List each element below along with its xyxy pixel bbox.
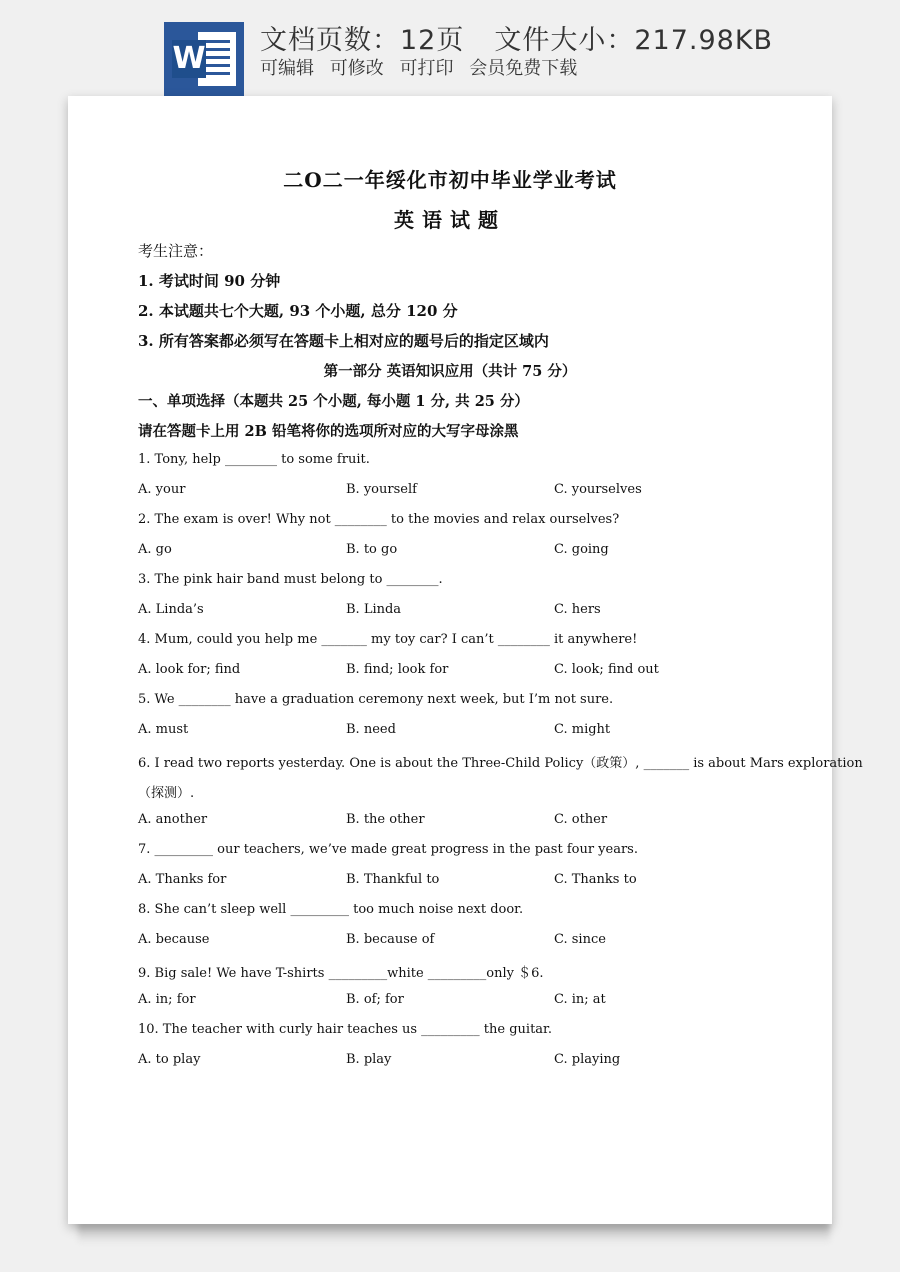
feature-printable: 可打印 <box>399 58 454 79</box>
option-a: A. must <box>138 722 189 737</box>
option-c: C. going <box>554 542 609 557</box>
option-c: C. hers <box>554 602 601 617</box>
paper-shadow <box>78 1222 830 1244</box>
option-c: C. might <box>554 722 611 737</box>
question-text: 8. She can’t sleep well _________ too much noise next door. <box>138 902 524 917</box>
question-text: 6. I read two reports yesterday. One is about the Three-Child Policy（政策）, _______ is about Mars exploration <box>138 756 863 771</box>
document-info-header <box>0 0 900 96</box>
option-b: B. find; look for <box>346 662 449 677</box>
option-b: B. play <box>346 1052 392 1067</box>
option-a: A. Thanks for <box>138 872 227 887</box>
option-b: B. to go <box>346 542 398 557</box>
notice-item: 1. 考试时间 90 分钟 <box>138 272 281 290</box>
page-count: 文档页数：12页 <box>260 25 465 56</box>
feature-list <box>260 54 587 80</box>
question-text: 7. _________ our teachers, we’ve made great progress in the past four years. <box>138 842 638 857</box>
question-text: 1. Tony, help ________ to some fruit. <box>138 452 370 467</box>
section-instruction: 请在答题卡上用 2B 铅笔将你的选项所对应的大写字母涂黑 <box>138 423 519 440</box>
feature-free-download: 会员免费下载 <box>469 58 578 79</box>
option-a: A. Linda’s <box>138 602 204 617</box>
file-size: 文件大小：217.98KB <box>494 25 774 56</box>
feature-editable: 可编辑 <box>260 58 314 79</box>
option-c: C. since <box>554 932 606 947</box>
option-b: B. yourself <box>346 482 417 497</box>
question-text: 2. The exam is over! Why not ________ to the movies and relax ourselves? <box>138 512 620 527</box>
section-title: 一、单项选择（本题共 25 个小题, 每小题 1 分, 共 25 分） <box>138 393 529 410</box>
option-c: C. look; find out <box>554 662 659 677</box>
notice-item: 3. 所有答案都必须写在答题卡上相对应的题号后的指定区域内 <box>138 332 549 350</box>
notice-item: 2. 本试题共七个大题, 93 个小题, 总分 120 分 <box>138 302 458 320</box>
question-text: 10. The teacher with curly hair teaches us _________ the guitar. <box>138 1022 552 1037</box>
option-a: A. another <box>138 812 208 827</box>
question-text-continued: （探测）. <box>138 786 195 801</box>
exam-paper <box>68 96 863 1224</box>
notice-heading: 考生注意： <box>138 242 214 260</box>
option-b: B. Thankful to <box>346 872 440 887</box>
option-a: A. to play <box>138 1052 201 1067</box>
option-a: A. your <box>138 482 186 497</box>
exam-title: 二O二一年绥化市初中毕业学业考试 <box>283 168 617 192</box>
option-c: C. playing <box>554 1052 621 1067</box>
question-text: 3. The pink hair band must belong to ________. <box>138 572 443 587</box>
option-b: B. of; for <box>346 992 404 1007</box>
part-title: 第一部分 英语知识应用（共计 75 分） <box>323 363 577 380</box>
option-b: B. Linda <box>346 602 402 617</box>
option-b: B. because of <box>346 932 435 947</box>
option-b: B. the other <box>346 812 425 827</box>
option-a: A. go <box>138 542 172 557</box>
option-c: C. in; at <box>554 992 606 1007</box>
question-text: 5. We ________ have a graduation ceremony next week, but I’m not sure. <box>138 692 614 707</box>
word-document-icon: W <box>164 22 244 96</box>
option-a: A. in; for <box>138 992 196 1007</box>
option-c: C. other <box>554 812 608 827</box>
file-meta <box>260 18 773 57</box>
question-text: 4. Mum, could you help me _______ my toy car? I can’t ________ it anywhere! <box>138 632 638 647</box>
question-text: 9. Big sale! We have T-shirts _________white _________only ＄6. <box>138 966 544 981</box>
option-c: C. Thanks to <box>554 872 637 887</box>
option-a: A. look for; find <box>138 662 241 677</box>
feature-modifiable: 可修改 <box>329 58 384 79</box>
option-c: C. yourselves <box>554 482 642 497</box>
option-b: B. need <box>346 722 396 737</box>
exam-subtitle: 英语试题 <box>394 208 506 232</box>
option-a: A. because <box>138 932 210 947</box>
